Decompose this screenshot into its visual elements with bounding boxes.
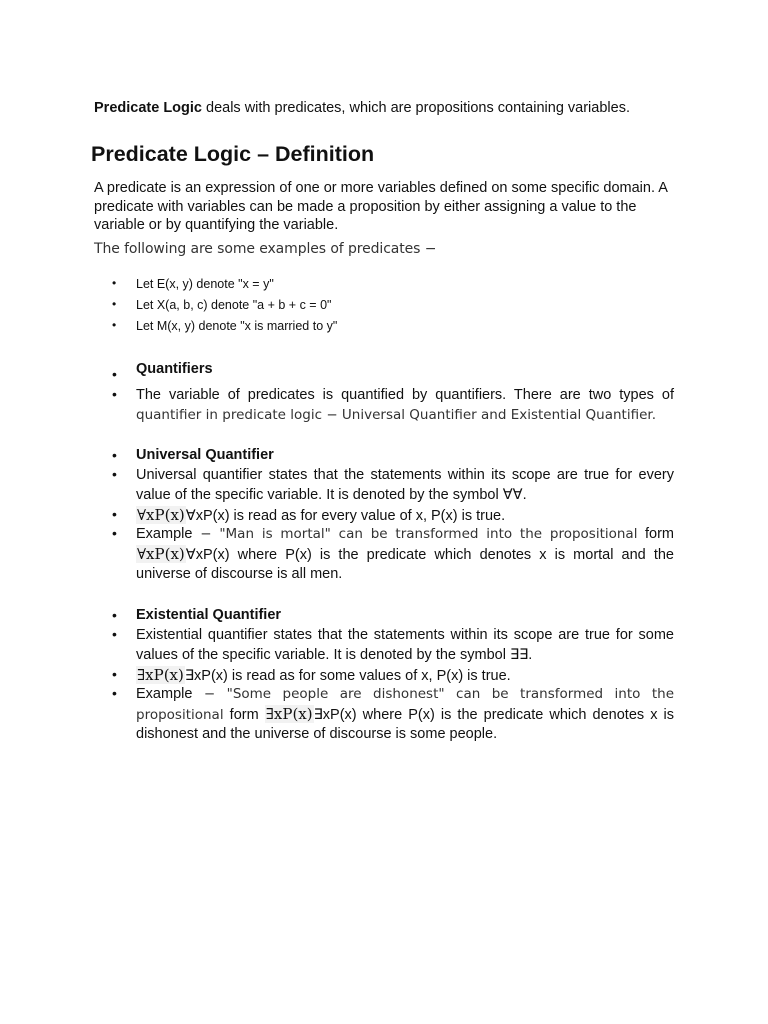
list-item bbox=[0, 466, 768, 506]
universal-example-form: form bbox=[645, 526, 674, 542]
universal-desc: Universal quantifier states that the statements within its scope are true for every value of the specific variable. It is denoted by the symbol ∀∀. bbox=[136, 467, 674, 503]
list-item bbox=[0, 666, 768, 685]
bullet: • bbox=[112, 466, 117, 482]
list-item bbox=[0, 506, 768, 525]
universal-heading: Universal Quantifier bbox=[136, 447, 274, 463]
bullet: • bbox=[112, 666, 117, 682]
bullet: • bbox=[112, 386, 117, 402]
intro-line bbox=[94, 100, 630, 116]
section-heading: Predicate Logic – Definition bbox=[91, 142, 375, 166]
bullet: • bbox=[112, 276, 117, 290]
quantifiers-section bbox=[0, 360, 768, 426]
existential-math: ∃xP(x) bbox=[137, 666, 184, 684]
bullet: • bbox=[112, 366, 117, 382]
bullet: • bbox=[112, 626, 117, 642]
quantifiers-text-b: quantifier in predicate logic − Universal Quantifier and Existential Quantifier. bbox=[136, 406, 656, 423]
existential-example-rest: ∃xP(x) where P(x) is the predicate which denotes x is dishonest and the universe of discourse is some people. bbox=[136, 706, 674, 742]
universal-section bbox=[0, 446, 768, 585]
universal-example-quote: − "Man is mortal" can be transformed into the propositional bbox=[192, 526, 638, 542]
universal-example-rest: ∀xP(x) where P(x) is the predicate which denotes x is mortal and the universe of discourse is all men. bbox=[136, 546, 674, 582]
list-item bbox=[0, 685, 768, 745]
example-text: Let E(x, y) denote "x = y" bbox=[136, 277, 274, 291]
quantifiers-text-a: The variable of predicates is quantified by quantifiers. There are two types of bbox=[136, 387, 674, 403]
intro-text: deals with predicates, which are propositions containing variables. bbox=[201, 100, 630, 116]
definition-paragraph: A predicate is an expression of one or more variables defined on some specific domain. A predicate with variables can be made a proposition by either assigning a value to the variable or by quantifying the variable. bbox=[94, 180, 668, 233]
bullet: • bbox=[112, 506, 117, 522]
list-item bbox=[0, 446, 768, 466]
existential-example bbox=[136, 685, 674, 745]
bullet: • bbox=[112, 607, 117, 623]
list-item bbox=[0, 606, 768, 626]
quantifiers-text bbox=[136, 386, 674, 425]
universal-read-text: ∀xP(x) is read as for every value of x, P(x) is true. bbox=[185, 508, 506, 524]
example-text: Let M(x, y) denote "x is married to y" bbox=[136, 319, 338, 333]
bullet: • bbox=[112, 447, 117, 463]
quantifiers-heading: Quantifiers bbox=[136, 361, 213, 377]
bullet: • bbox=[112, 318, 117, 332]
existential-example-form: form bbox=[229, 706, 265, 723]
existential-read bbox=[136, 666, 674, 687]
example-text: Let X(a, b, c) denote "a + b + c = 0" bbox=[136, 298, 332, 312]
bullet: • bbox=[112, 685, 117, 701]
bullet: • bbox=[112, 297, 117, 311]
intro-bold-term: Predicate Logic bbox=[94, 100, 202, 116]
existential-read-text: ∃xP(x) is read as for some values of x, P(x) is true. bbox=[184, 668, 511, 684]
universal-example-lead: Example bbox=[136, 526, 193, 542]
existential-example-math: ∃xP(x) bbox=[265, 704, 313, 723]
list-item bbox=[0, 626, 768, 666]
bullet: • bbox=[112, 525, 117, 541]
universal-math: ∀xP(x) bbox=[137, 506, 185, 524]
list-item bbox=[0, 386, 768, 426]
list-item bbox=[0, 525, 768, 585]
existential-desc: Existential quantifier states that the statements within its scope are true for some values of the specific variable. It is denoted by the symbol ∃∃. bbox=[136, 627, 674, 663]
examples-intro: The following are some examples of predicates − bbox=[94, 241, 437, 257]
existential-example-quote: − "Some people are dishonest" can be transformed into the propositional bbox=[136, 686, 674, 723]
existential-example-lead: Example bbox=[136, 686, 193, 702]
universal-example-math: ∀xP(x) bbox=[137, 544, 185, 563]
existential-section bbox=[0, 606, 768, 745]
universal-read bbox=[136, 506, 674, 527]
universal-example bbox=[136, 525, 674, 585]
list-item bbox=[0, 360, 768, 386]
existential-heading: Existential Quantifier bbox=[136, 607, 282, 623]
